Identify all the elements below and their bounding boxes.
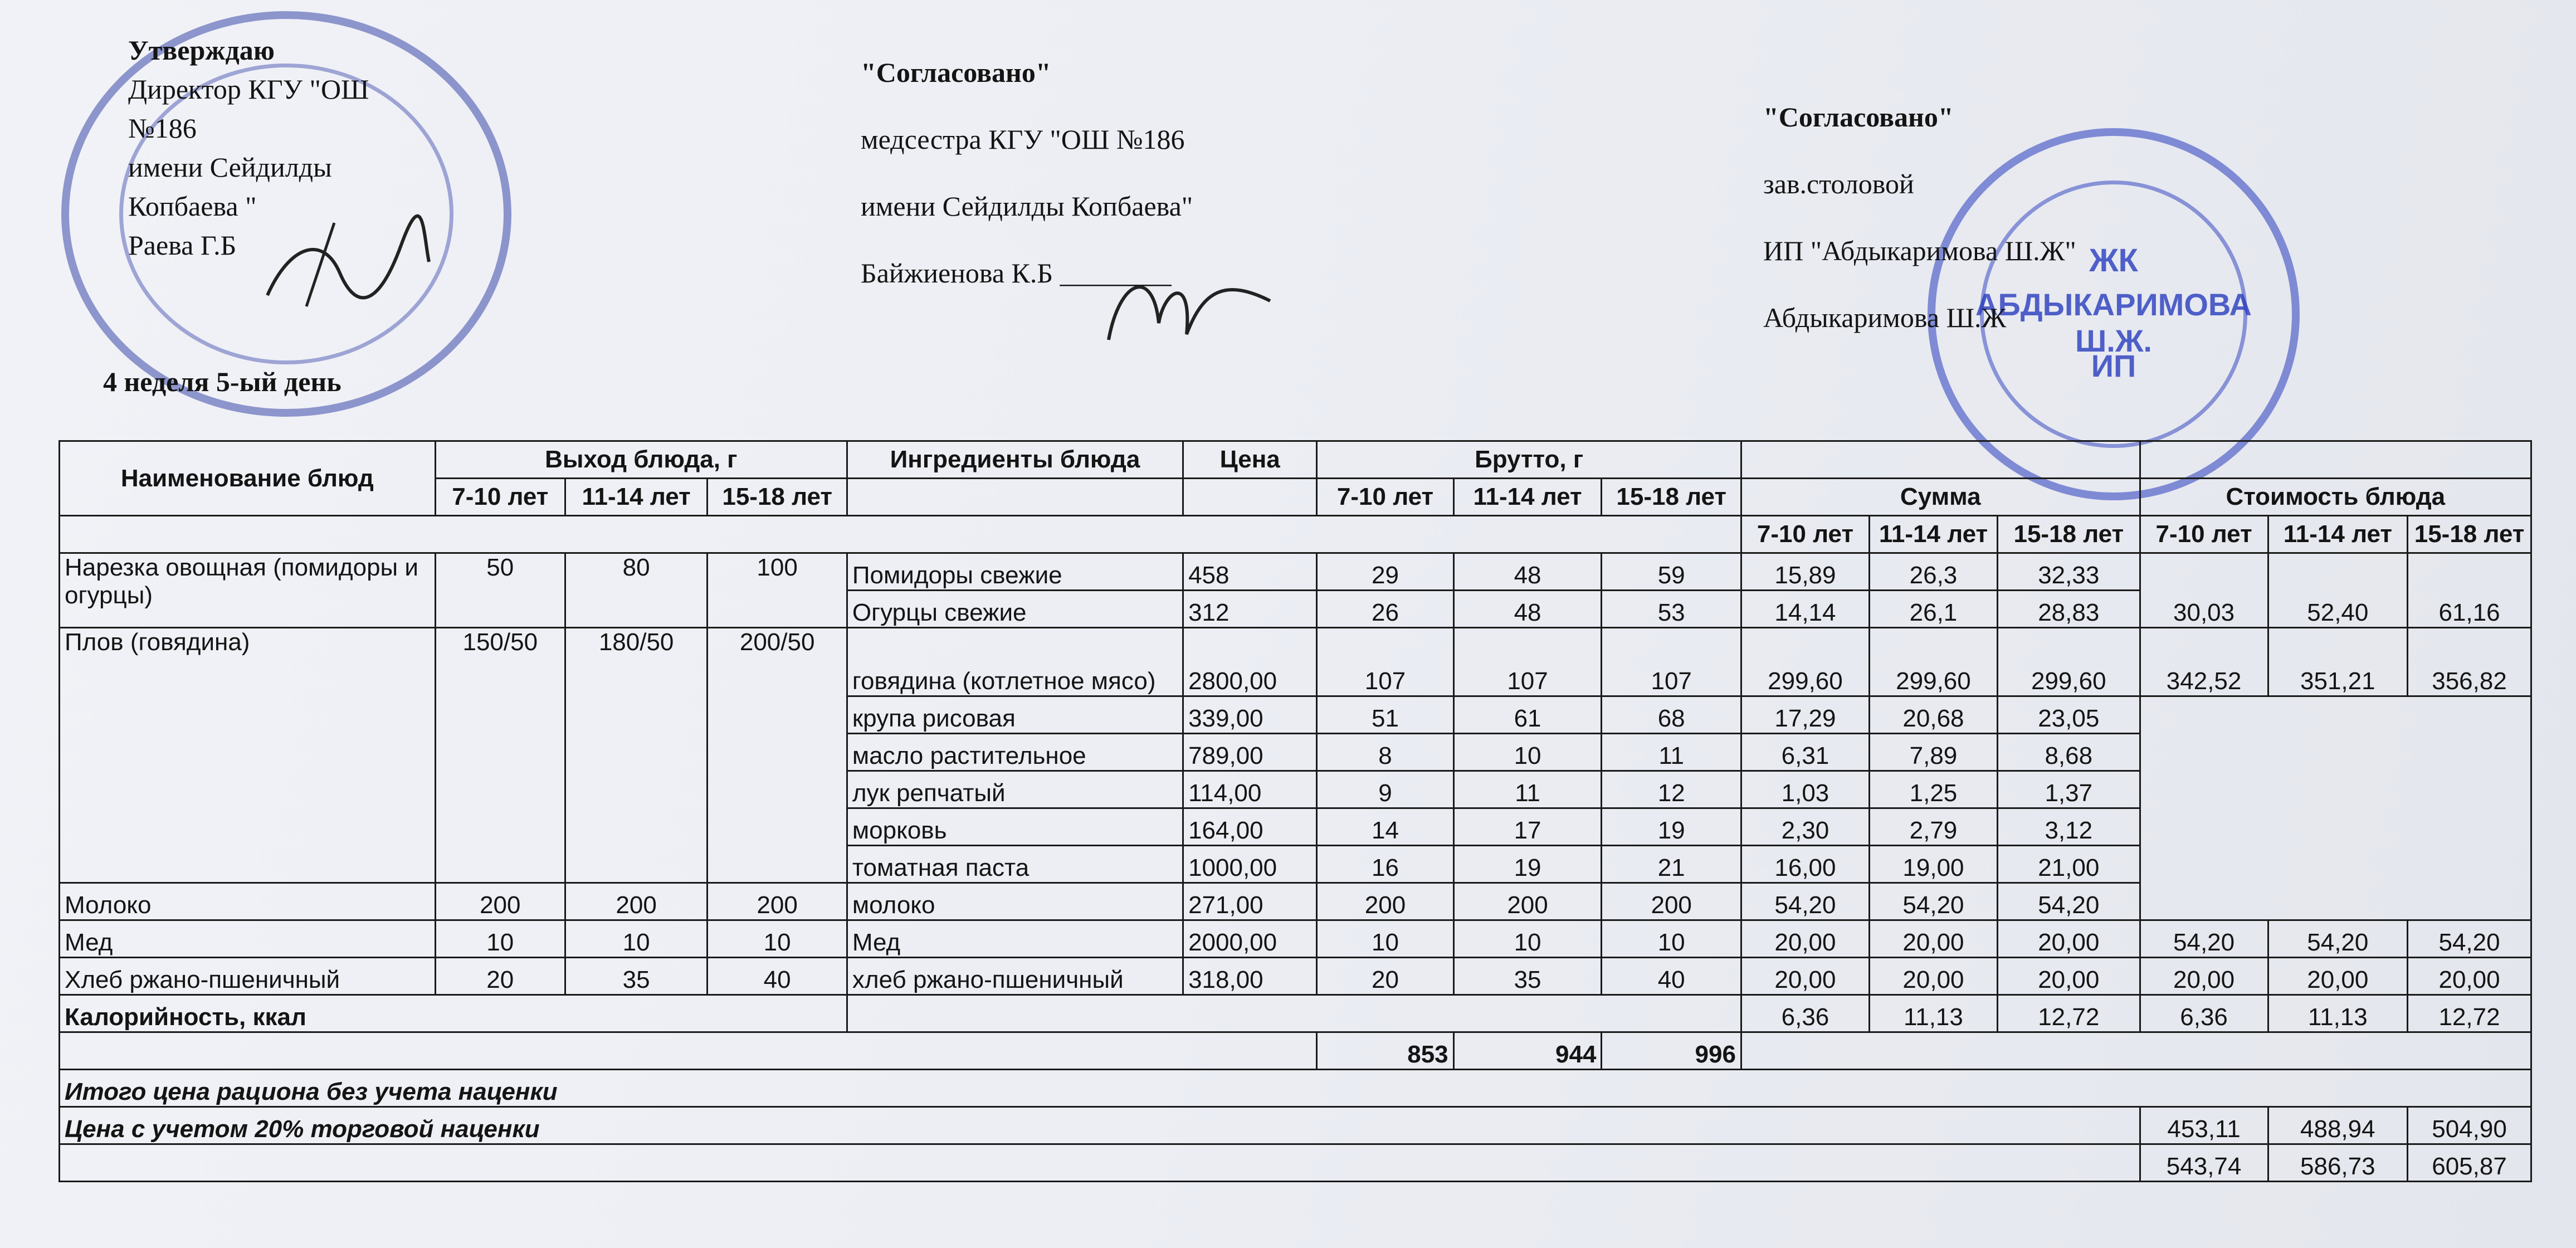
brutto: 59 — [1602, 553, 1741, 591]
sum: 15,89 — [1741, 553, 1869, 591]
sum: 17,29 — [1741, 696, 1869, 734]
header-ingredients-blank — [847, 479, 1183, 516]
dish-cost: 20,00 — [2268, 958, 2407, 995]
dish-cost: 52,40 — [2268, 553, 2407, 628]
canteen-approval-title: "Согласовано" — [1763, 101, 1954, 133]
header-cost-age2: 11-14 лет — [2268, 516, 2407, 553]
header-brutto-age2: 11-14 лет — [1453, 479, 1602, 516]
bread-cost: 11,13 — [2268, 995, 2407, 1032]
table-row — [60, 553, 2531, 591]
brutto: 35 — [1453, 958, 1602, 995]
dish-cost: 356,82 — [2408, 628, 2531, 696]
header-yield-age1: 7-10 лет — [435, 479, 565, 516]
header-sum-age1: 7-10 лет — [1741, 516, 1869, 553]
dish-cost: 30,03 — [2140, 553, 2268, 628]
brutto: 11 — [1602, 734, 1741, 771]
dish-yield: 40 — [708, 958, 847, 995]
dish-cost-blank — [2140, 696, 2531, 920]
brutto: 8 — [1317, 734, 1453, 771]
dish-yield: 180/50 — [565, 628, 708, 883]
dish-yield: 200 — [435, 883, 565, 920]
nurse-line-1: медсестра КГУ "ОШ №186 — [861, 124, 1185, 155]
brutto: 11 — [1453, 771, 1602, 808]
canteen-line-2: ИП "Абдыкаримова Ш.Ж" — [1763, 235, 2076, 266]
sum: 1,25 — [1869, 771, 1997, 808]
calories-value: 996 — [1602, 1032, 1741, 1070]
sum: 26,3 — [1869, 553, 1997, 591]
markup-label-row — [60, 1107, 2531, 1144]
ingredient-price: 2000,00 — [1183, 920, 1317, 958]
nurse-approval-title: "Согласовано" — [861, 57, 1051, 88]
total-no-markup-value: 488,94 — [2268, 1107, 2407, 1144]
ingredient-price: 271,00 — [1183, 883, 1317, 920]
ingredient-price: 458 — [1183, 553, 1317, 591]
director-signature — [256, 212, 440, 323]
ingredient-name: крупа рисовая — [847, 696, 1183, 734]
ingredient-price: 312 — [1183, 591, 1317, 628]
sum: 299,60 — [1741, 628, 1869, 696]
sum: 299,60 — [1869, 628, 1997, 696]
sum: 7,89 — [1869, 734, 1997, 771]
week-day-label: 4 неделя 5-ый день — [103, 366, 341, 397]
dish-yield: 50 — [435, 553, 565, 628]
ingredient-name: томатная паста — [847, 846, 1183, 883]
sum: 3,12 — [1997, 808, 2140, 846]
brutto: 12 — [1602, 771, 1741, 808]
bread-sum: 11,13 — [1869, 995, 1997, 1032]
total-with-markup-value: 605,87 — [2408, 1144, 2531, 1182]
ingredient-name: хлеб ржано-пшеничный — [847, 958, 1183, 995]
approval-line-4: Копбаева " — [128, 191, 257, 222]
header-row-4 — [60, 516, 2531, 553]
dish-cost: 20,00 — [2408, 958, 2531, 995]
header-subrow-blank — [60, 516, 1741, 553]
sum: 19,00 — [1869, 846, 1997, 883]
total-no-markup-value: 453,11 — [2140, 1107, 2268, 1144]
header-spacer — [1741, 441, 2140, 479]
dish-name: Мед — [60, 920, 436, 958]
header-cost-age1: 7-10 лет — [2140, 516, 2268, 553]
brutto: 16 — [1317, 846, 1453, 883]
brutto: 107 — [1602, 628, 1741, 696]
calories-values-tail — [1741, 1032, 2531, 1070]
header-sum: Сумма — [1741, 479, 2140, 516]
brutto: 19 — [1602, 808, 1741, 846]
dish-yield: 10 — [708, 920, 847, 958]
brutto: 200 — [1453, 883, 1602, 920]
sum: 1,37 — [1997, 771, 2140, 808]
brutto: 26 — [1317, 591, 1453, 628]
header-sum-age2: 11-14 лет — [1869, 516, 1997, 553]
markup-label: Цена с учетом 20% торговой наценки — [60, 1107, 2140, 1144]
header-brutto-age3: 15-18 лет — [1602, 479, 1741, 516]
approval-line-2: №186 — [128, 113, 197, 144]
company-seal-text-3: ИП — [2091, 348, 2136, 383]
dish-cost: 61,16 — [2408, 553, 2531, 628]
ingredient-price: 789,00 — [1183, 734, 1317, 771]
table-row — [60, 958, 2531, 995]
nurse-signature — [1092, 256, 1276, 357]
brutto: 68 — [1602, 696, 1741, 734]
dish-cost: 54,20 — [2140, 920, 2268, 958]
dish-name: Нарезка овощная (помидоры и огурцы) — [60, 553, 436, 628]
sum: 2,79 — [1869, 808, 1997, 846]
sum: 20,00 — [1997, 958, 2140, 995]
bread-sum: 6,36 — [1741, 995, 1869, 1032]
table-row — [60, 628, 2531, 696]
header-spacer-2 — [2140, 441, 2531, 479]
dish-yield: 200 — [708, 883, 847, 920]
header-row-1 — [60, 441, 2531, 479]
brutto: 20 — [1317, 958, 1453, 995]
calories-values-blank — [60, 1032, 1317, 1070]
dish-yield: 80 — [565, 553, 708, 628]
sum: 54,20 — [1997, 883, 2140, 920]
menu-cost-table — [58, 440, 2532, 1182]
dish-cost: 54,20 — [2268, 920, 2407, 958]
dish-yield: 20 — [435, 958, 565, 995]
dish-cost: 342,52 — [2140, 628, 2268, 696]
dish-yield: 10 — [565, 920, 708, 958]
approval-line-1: Директор КГУ "ОШ — [128, 74, 369, 105]
dish-cost: 54,20 — [2408, 920, 2531, 958]
sum: 1,03 — [1741, 771, 1869, 808]
approval-line-3: имени Сейдилды — [128, 152, 332, 183]
header-cost: Стоимость блюда — [2140, 479, 2531, 516]
sum: 20,00 — [1869, 920, 1997, 958]
total-with-markup-value: 586,73 — [2268, 1144, 2407, 1182]
brutto: 29 — [1317, 553, 1453, 591]
table-row — [60, 920, 2531, 958]
canteen-line-1: зав.столовой — [1763, 168, 1914, 199]
header-brutto: Брутто, г — [1317, 441, 1741, 479]
bread-cost: 12,72 — [2408, 995, 2531, 1032]
bread-cost: 6,36 — [2140, 995, 2268, 1032]
total-no-markup-label: Итого цена рациона без учета наценки — [60, 1070, 2531, 1107]
brutto: 19 — [1453, 846, 1602, 883]
total-no-markup-label-row — [60, 1070, 2531, 1107]
ingredient-name: морковь — [847, 808, 1183, 846]
sum: 20,00 — [1741, 920, 1869, 958]
brutto: 48 — [1453, 591, 1602, 628]
bread-sum: 12,72 — [1997, 995, 2140, 1032]
company-seal-text-2: АБДЫКАРИМОВА Ш.Ж. — [1975, 287, 2252, 358]
dish-cost: 20,00 — [2140, 958, 2268, 995]
company-seal-text-1: ЖК — [2089, 242, 2138, 279]
sum: 26,1 — [1869, 591, 1997, 628]
brutto: 200 — [1317, 883, 1453, 920]
ingredient-price: 318,00 — [1183, 958, 1317, 995]
sum: 299,60 — [1997, 628, 2140, 696]
sum: 20,68 — [1869, 696, 1997, 734]
header-yield: Выход блюда, г — [435, 441, 847, 479]
nurse-line-3: Байжиенова К.Б ________ — [861, 257, 1172, 289]
sum: 32,33 — [1997, 553, 2140, 591]
brutto: 61 — [1453, 696, 1602, 734]
brutto: 53 — [1602, 591, 1741, 628]
total-no-markup-value: 504,90 — [2408, 1107, 2531, 1144]
sum: 54,20 — [1741, 883, 1869, 920]
calories-row — [60, 995, 2531, 1032]
calories-values-row — [60, 1032, 2531, 1070]
header-yield-age2: 11-14 лет — [565, 479, 708, 516]
ingredient-price: 339,00 — [1183, 696, 1317, 734]
ingredient-name: Мед — [847, 920, 1183, 958]
dish-yield: 10 — [435, 920, 565, 958]
brutto: 10 — [1453, 734, 1602, 771]
ingredient-price: 1000,00 — [1183, 846, 1317, 883]
canteen-approval-block — [1763, 98, 2076, 337]
ingredient-price: 164,00 — [1183, 808, 1317, 846]
header-sum-age3: 15-18 лет — [1997, 516, 2140, 553]
header-yield-age3: 15-18 лет — [708, 479, 847, 516]
header-price: Цена — [1183, 441, 1317, 479]
brutto: 17 — [1453, 808, 1602, 846]
brutto: 21 — [1602, 846, 1741, 883]
total-with-markup-value: 543,74 — [2140, 1144, 2268, 1182]
brutto: 10 — [1317, 920, 1453, 958]
sum: 54,20 — [1869, 883, 1997, 920]
header-price-blank — [1183, 479, 1317, 516]
approval-title: Утверждаю — [128, 35, 275, 66]
sum: 21,00 — [1997, 846, 2140, 883]
canteen-line-3: Абдыкаримова Ш.Ж — [1763, 302, 2007, 333]
sum: 20,00 — [1997, 920, 2140, 958]
calories-value: 944 — [1453, 1032, 1602, 1070]
ingredient-price: 114,00 — [1183, 771, 1317, 808]
brutto: 200 — [1602, 883, 1741, 920]
ingredient-name: говядина (котлетное мясо) — [847, 628, 1183, 696]
dish-yield: 100 — [708, 553, 847, 628]
sum: 20,00 — [1869, 958, 1997, 995]
calories-blank — [847, 995, 1741, 1032]
ingredient-name: лук репчатый — [847, 771, 1183, 808]
sum: 2,30 — [1741, 808, 1869, 846]
sum: 20,00 — [1741, 958, 1869, 995]
brutto: 10 — [1602, 920, 1741, 958]
brutto: 48 — [1453, 553, 1602, 591]
ingredient-name: масло растительное — [847, 734, 1183, 771]
header-ingredients: Ингредиенты блюда — [847, 441, 1183, 479]
header-cost-age3: 15-18 лет — [2408, 516, 2531, 553]
dish-name: Молоко — [60, 883, 436, 920]
sum: 28,83 — [1997, 591, 2140, 628]
markup-values-blank — [60, 1144, 2140, 1182]
brutto: 14 — [1317, 808, 1453, 846]
markup-values-row — [60, 1144, 2531, 1182]
brutto: 107 — [1317, 628, 1453, 696]
nurse-line-2: имени Сейдилды Копбаева" — [861, 191, 1193, 222]
sum: 16,00 — [1741, 846, 1869, 883]
brutto: 10 — [1453, 920, 1602, 958]
ingredient-price: 2800,00 — [1183, 628, 1317, 696]
dish-yield: 150/50 — [435, 628, 565, 883]
ingredient-name: молоко — [847, 883, 1183, 920]
sum: 23,05 — [1997, 696, 2140, 734]
brutto: 107 — [1453, 628, 1602, 696]
calories-value: 853 — [1317, 1032, 1453, 1070]
dish-yield: 35 — [565, 958, 708, 995]
dish-yield: 200/50 — [708, 628, 847, 883]
ingredient-name: Помидоры свежие — [847, 553, 1183, 591]
approval-line-5: Раева Г.Б — [128, 230, 237, 261]
sum: 6,31 — [1741, 734, 1869, 771]
ingredient-name: Огурцы свежие — [847, 591, 1183, 628]
header-brutto-age1: 7-10 лет — [1317, 479, 1453, 516]
sum: 8,68 — [1997, 734, 2140, 771]
dish-cost: 351,21 — [2268, 628, 2407, 696]
dish-yield: 200 — [565, 883, 708, 920]
dish-name: Плов (говядина) — [60, 628, 436, 883]
sum: 14,14 — [1741, 591, 1869, 628]
header-dish: Наименование блюд — [60, 441, 436, 516]
brutto: 51 — [1317, 696, 1453, 734]
calories-label: Калорийность, ккал — [60, 995, 847, 1032]
dish-name: Хлеб ржано-пшеничный — [60, 958, 436, 995]
brutto: 40 — [1602, 958, 1741, 995]
brutto: 9 — [1317, 771, 1453, 808]
